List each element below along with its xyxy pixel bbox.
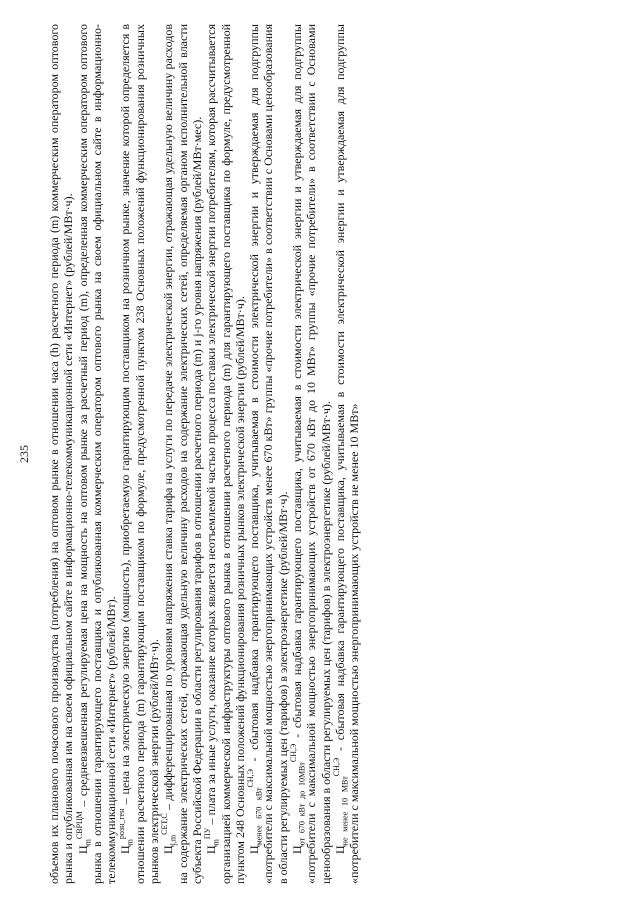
page-number: 235: [17, 445, 31, 463]
definition-paragraph: [76, 24, 119, 884]
definition-paragraph: [247, 24, 290, 884]
definition-paragraph: [333, 24, 362, 884]
formula-symbol: $Ц_{от 670 кВт до 10МВт}^{СН,Э}$: [289, 743, 307, 854]
definition-text: - сбытовая надбавка гарантирующего поставщика, учитываемая в стоимости электрической энергии и утверждаемая для подгруппы «потребители с максимальной мощностью энергопринимающих устройств менее 670 кВт» группы «прочие потребители» в соответствии с Основами ценообразования в области регулируемых цен (тарифов) в электроэнергетике (рублей/МВт·ч).: [247, 24, 290, 884]
definition-text: – дифференцированная по уровням напряжения ставка тарифа на услуги по передаче электрической энергии, отражающая удельную величину расходов на содержание электрических сетей, отражающая удельную величину расходов на содержание электрических сетей, определяемая органом исполнительной власти субъекта Российской Федерации в области регулирования тарифов в отношении расчетного периода (m) и j-го уровня напряжения (рублей/МВт·мес).: [161, 24, 204, 884]
definition-paragraph: [161, 24, 204, 884]
definition-paragraph: [290, 24, 333, 884]
definition-text: – средневзвешенная регулируемая цена на мощность на оптовом рынке за расчетный период (m), определенная коммерческим оператором оптового рынка в отношении гарантирующего поставщика и опубликованная коммерческим оператором оптового рынка на своем официальном сайте в информационно-телекоммуникационной сети «Интернет» (рублей/МВт).: [75, 24, 119, 884]
definition-text: – цена на электрическую энергию (мощность), приобретаемую гарантирующим поставщиком на розничном рынке, значение которой определяется в отношении расчетного периода (m) гарантирующим поставщиком по формуле, предусмотренной пунктом 238 Основных положений функционирования розничных рынков электрической энергии (рублей/МВт·ч).: [118, 24, 162, 884]
document-body: [47, 24, 362, 884]
formula-symbol: $Ц_m^{СВРЦМ}$: [74, 811, 92, 854]
definition-text: – плата за иные услуги, оказание которых является неотъемлемой частью процесса поставки электрической энергии потребителям, которая рассчитывается организацией коммерческой инфраструктуры оптового рынка в отношении расчетного периода (m) для гарантирующего поставщика по формуле, предусмотренной пунктом 248 Основных положений функционирования розничных рынков электрической энергии (рублей/МВт·ч).: [204, 24, 247, 884]
rotated-text-block: [17, 24, 617, 884]
definition-text: - сбытовая надбавка гарантирующего поставщика, учитываемая в стоимости электрической энергии и утверждаемая для подгруппы «потребители с максимальной мощностью энергопринимающих устройств от 670 кВт до 10 МВт» группы «прочие потребители» в соответствии с Основами ценообразования в области регулируемых цен (тарифов) в электроэнергетике (рублей/МВт·ч).: [290, 24, 333, 884]
definition-paragraph: [118, 24, 161, 884]
paragraph-continuation: [47, 24, 76, 884]
formula-symbol: $Ц_{j,m}^{СЕТ,С}$: [160, 813, 178, 854]
formula-symbol: $Ц_m^{розн\_ген}$: [117, 808, 135, 854]
formula-symbol: $Ц_{менее 670 кВт}^{СН,Э}$: [246, 769, 264, 854]
formula-symbol: $Ц_{не менее 10 МВт}^{СН,Э}$: [331, 757, 350, 854]
formula-symbol: $Ц_m^{ПУ}$: [203, 827, 221, 854]
definition-text: - сбытовая надбавка гарантирующего поставщика, учитываемая в стоимости электрической энергии и утверждаемая для подгруппы «потребители с максимальной мощностью энергопринимающих устройств не менее 10 МВт»: [332, 24, 362, 884]
paragraph-text: объемов их планового почасового производства (потребления) на оптовом рынке в отношении часа (h) расчетного периода (m) коммерческим оператором оптового рынка и опубликованная им на своем официальном сайте в информационно-телекоммуникационной сети «Интернет» (рублей/МВт·ч).: [47, 24, 76, 884]
definition-paragraph: [204, 24, 247, 884]
